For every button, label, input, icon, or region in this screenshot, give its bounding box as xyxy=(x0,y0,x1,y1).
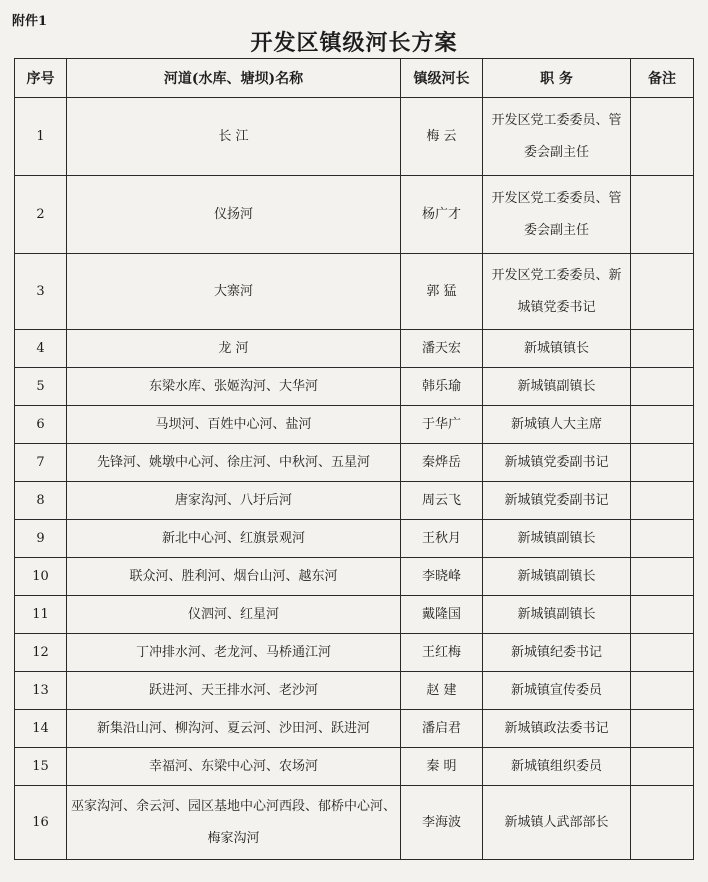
table-row xyxy=(15,406,694,444)
river-name: 幸福河、东梁中心河、农场河 xyxy=(67,748,401,786)
river-name: 仪扬河 xyxy=(67,176,401,254)
river-name: 巫家沟河、余云河、园区基地中心河西段、郁桥中心河、梅家沟河 xyxy=(67,786,401,860)
remark-cell xyxy=(631,406,694,444)
table-body xyxy=(15,98,694,860)
table-row xyxy=(15,672,694,710)
chief-position: 新城镇副镇长 xyxy=(483,368,631,406)
document-title: 开发区镇级河长方案 xyxy=(250,30,458,56)
row-number: 7 xyxy=(15,444,67,482)
river-chief: 戴隆国 xyxy=(401,596,483,634)
river-name: 新北中心河、红旗景观河 xyxy=(67,520,401,558)
header-position: 职 务 xyxy=(483,59,631,98)
table-row xyxy=(15,368,694,406)
remark-cell xyxy=(631,368,694,406)
river-name: 新集沿山河、柳沟河、夏云河、沙田河、跃进河 xyxy=(67,710,401,748)
header-chief: 镇级河长 xyxy=(401,59,483,98)
remark-cell xyxy=(631,786,694,860)
river-chief: 潘天宏 xyxy=(401,330,483,368)
table-row xyxy=(15,482,694,520)
remark-cell xyxy=(631,748,694,786)
table-row xyxy=(15,634,694,672)
table-row xyxy=(15,520,694,558)
header-remark: 备注 xyxy=(631,59,694,98)
row-number: 9 xyxy=(15,520,67,558)
river-name: 马坝河、百姓中心河、盐河 xyxy=(67,406,401,444)
chief-position: 新城镇人武部部长 xyxy=(483,786,631,860)
remark-cell xyxy=(631,176,694,254)
river-chief: 秦 明 xyxy=(401,748,483,786)
row-number: 16 xyxy=(15,786,67,860)
chief-position: 新城镇政法委书记 xyxy=(483,710,631,748)
river-name: 唐家沟河、八圩后河 xyxy=(67,482,401,520)
chief-position: 开发区党工委委员、新城镇党委书记 xyxy=(483,254,631,330)
river-chief-table xyxy=(14,58,694,860)
river-chief: 赵 建 xyxy=(401,672,483,710)
river-name: 先锋河、姚墩中心河、徐庄河、中秋河、五星河 xyxy=(67,444,401,482)
row-number: 12 xyxy=(15,634,67,672)
river-chief: 于华广 xyxy=(401,406,483,444)
river-name: 龙 河 xyxy=(67,330,401,368)
chief-position: 新城镇宣传委员 xyxy=(483,672,631,710)
row-number: 1 xyxy=(15,98,67,176)
chief-position: 新城镇组织委员 xyxy=(483,748,631,786)
table-row xyxy=(15,710,694,748)
row-number: 4 xyxy=(15,330,67,368)
river-name: 联众河、胜利河、烟台山河、越东河 xyxy=(67,558,401,596)
chief-position: 新城镇纪委书记 xyxy=(483,634,631,672)
table-row xyxy=(15,176,694,254)
remark-cell xyxy=(631,596,694,634)
header-river: 河道(水库、塘坝)名称 xyxy=(67,59,401,98)
remark-cell xyxy=(631,634,694,672)
row-number: 15 xyxy=(15,748,67,786)
chief-position: 开发区党工委委员、管委会副主任 xyxy=(483,98,631,176)
row-number: 13 xyxy=(15,672,67,710)
table-row xyxy=(15,330,694,368)
table-header-row xyxy=(15,59,694,98)
row-number: 8 xyxy=(15,482,67,520)
river-name: 跃进河、天王排水河、老沙河 xyxy=(67,672,401,710)
chief-position: 开发区党工委委员、管委会副主任 xyxy=(483,176,631,254)
river-chief: 郭 猛 xyxy=(401,254,483,330)
river-chief: 潘启君 xyxy=(401,710,483,748)
river-name: 仪泗河、红星河 xyxy=(67,596,401,634)
row-number: 2 xyxy=(15,176,67,254)
table-row xyxy=(15,596,694,634)
remark-cell xyxy=(631,482,694,520)
row-number: 10 xyxy=(15,558,67,596)
river-chief: 李晓峰 xyxy=(401,558,483,596)
remark-cell xyxy=(631,444,694,482)
river-chief: 杨广才 xyxy=(401,176,483,254)
remark-cell xyxy=(631,98,694,176)
river-chief: 秦烨岳 xyxy=(401,444,483,482)
chief-position: 新城镇党委副书记 xyxy=(483,482,631,520)
river-name: 大寨河 xyxy=(67,254,401,330)
attachment-label: 附件1 xyxy=(12,14,48,29)
row-number: 5 xyxy=(15,368,67,406)
chief-position: 新城镇副镇长 xyxy=(483,520,631,558)
table-row xyxy=(15,98,694,176)
river-name: 长 江 xyxy=(67,98,401,176)
remark-cell xyxy=(631,672,694,710)
river-chief: 周云飞 xyxy=(401,482,483,520)
remark-cell xyxy=(631,254,694,330)
chief-position: 新城镇镇长 xyxy=(483,330,631,368)
remark-cell xyxy=(631,558,694,596)
table-row xyxy=(15,786,694,860)
remark-cell xyxy=(631,710,694,748)
river-chief: 王红梅 xyxy=(401,634,483,672)
river-chief: 李海波 xyxy=(401,786,483,860)
table-row xyxy=(15,444,694,482)
river-chief: 韩乐瑜 xyxy=(401,368,483,406)
row-number: 11 xyxy=(15,596,67,634)
header-no: 序号 xyxy=(15,59,67,98)
river-name: 丁冲排水河、老龙河、马桥通江河 xyxy=(67,634,401,672)
river-chief: 王秋月 xyxy=(401,520,483,558)
row-number: 6 xyxy=(15,406,67,444)
remark-cell xyxy=(631,330,694,368)
chief-position: 新城镇副镇长 xyxy=(483,596,631,634)
chief-position: 新城镇党委副书记 xyxy=(483,444,631,482)
row-number: 3 xyxy=(15,254,67,330)
chief-position: 新城镇人大主席 xyxy=(483,406,631,444)
river-chief: 梅 云 xyxy=(401,98,483,176)
table-row xyxy=(15,748,694,786)
river-name: 东梁水库、张姬沟河、大华河 xyxy=(67,368,401,406)
remark-cell xyxy=(631,520,694,558)
table-row xyxy=(15,254,694,330)
table-row xyxy=(15,558,694,596)
row-number: 14 xyxy=(15,710,67,748)
chief-position: 新城镇副镇长 xyxy=(483,558,631,596)
